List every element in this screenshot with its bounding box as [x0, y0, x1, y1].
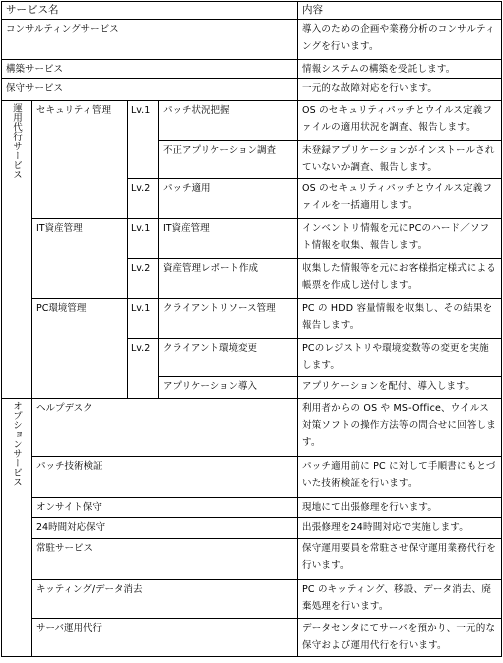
- table-row: [2, 299, 502, 339]
- item-description: PC の HDD 容量情報を収集し、その結果を報告します。: [298, 299, 502, 339]
- table-row: [2, 219, 502, 259]
- table-row: [2, 457, 502, 498]
- table-row: [2, 518, 502, 539]
- item-name: クライアントリソース管理: [159, 299, 298, 339]
- option-description: 利用者からの OS や MS-Office、ウイルス対策ソフトの操作方法等の問合せに回答します。: [298, 399, 502, 457]
- item-name: IT資産管理: [159, 219, 298, 259]
- option-description: 出張修理を24時間対応で実施します。: [298, 518, 502, 539]
- category-name: IT資産管理: [32, 219, 128, 299]
- service-name: 構築サービス: [2, 60, 298, 79]
- item-description: アプリケーションを配付、導入します。: [298, 377, 502, 399]
- table-row: [2, 498, 502, 518]
- option-description: 保守運用要員を常駐させ保守運用業務代行を行います。: [298, 539, 502, 580]
- category-name: PC環境管理: [32, 299, 128, 399]
- option-description: 現地にて出張修理を行います。: [298, 498, 502, 518]
- level-label: Lv.2: [128, 259, 159, 299]
- table-row: [2, 79, 502, 101]
- option-name: 常駐サービス: [32, 539, 298, 580]
- table-row: [2, 580, 502, 619]
- service-table: [1, 1, 502, 657]
- option-description: PC のキッティング、移設、データ消去、廃棄処理を行います。: [298, 580, 502, 619]
- header-content: 内容: [298, 2, 502, 20]
- table-row: [2, 20, 502, 60]
- level-label: Lv.1: [128, 101, 159, 179]
- item-description: OS のセキュリティパッチとウイルス定義ファイルを一括適用します。: [298, 179, 502, 219]
- item-description: PCのレジストリや環境変数等の変更を実施します。: [298, 339, 502, 377]
- item-description: インベントリ情報を元にPCのハード／ソフト情報を収集、報告します。: [298, 219, 502, 259]
- item-description: 未登録アプリケーションがインストールされていないか調査、報告します。: [298, 141, 502, 179]
- option-name: サーバ運用代行: [32, 619, 298, 657]
- item-name: 資産管理レポート作成: [159, 259, 298, 299]
- option-name: パッチ技術検証: [32, 457, 298, 498]
- option-name: オンサイト保守: [32, 498, 298, 518]
- table-row: [2, 619, 502, 657]
- operation-group-label: 運用代行サービス: [2, 101, 32, 399]
- item-name: アプリケーション導入: [159, 377, 298, 399]
- item-description: 収集した情報等を元にお客様指定様式による帳票を作成し送付します。: [298, 259, 502, 299]
- service-description: 一元的な故障対応を行います。: [298, 79, 502, 101]
- header-service-name: サービス名: [2, 2, 298, 20]
- item-name: パッチ適用: [159, 179, 298, 219]
- level-label: Lv.1: [128, 219, 159, 259]
- table-row: [2, 101, 502, 141]
- table-row: [2, 539, 502, 580]
- table-header-row: [2, 2, 502, 20]
- option-description: パッチ適用前に PC に対して手順書にもとづいた技術検証を行います。: [298, 457, 502, 498]
- option-name: ヘルプデスク: [32, 399, 298, 457]
- item-name: 不正アプリケーション調査: [159, 141, 298, 179]
- option-description: データセンタにてサーバを預かり、一元的な保守および運用代行を行います。: [298, 619, 502, 657]
- category-name: セキュリティ管理: [32, 101, 128, 219]
- item-name: クライアント環境変更: [159, 339, 298, 377]
- option-name: 24時間対応保守: [32, 518, 298, 539]
- level-label: Lv.2: [128, 179, 159, 219]
- level-label: Lv.2: [128, 339, 159, 399]
- service-name: コンサルティングサービス: [2, 20, 298, 60]
- level-label: Lv.1: [128, 299, 159, 339]
- options-group-label: オプションサービス: [2, 399, 32, 657]
- service-description: 情報システムの構築を受託します。: [298, 60, 502, 79]
- table-row: [2, 60, 502, 79]
- option-name: キッティング/データ消去: [32, 580, 298, 619]
- item-name: パッチ状況把握: [159, 101, 298, 141]
- item-description: OS のセキュリティパッチとウイルス定義ファイルの適用状況を調査、報告します。: [298, 101, 502, 141]
- service-name: 保守サービス: [2, 79, 298, 101]
- table-row: [2, 399, 502, 457]
- service-description: 導入のための企画や業務分析のコンサルティングを行います。: [298, 20, 502, 60]
